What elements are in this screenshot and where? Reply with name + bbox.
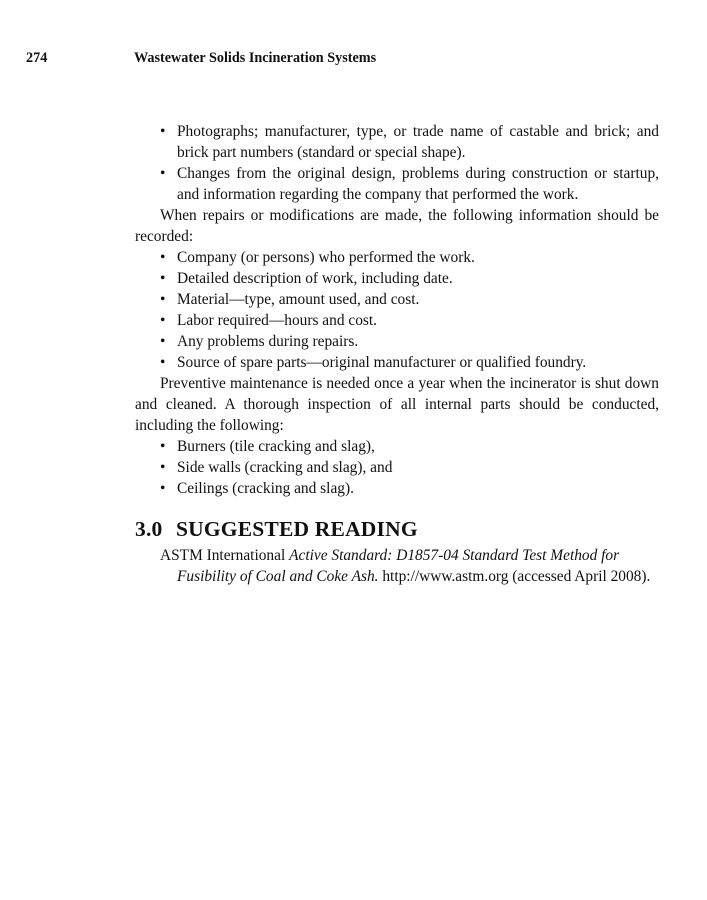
list-item: • Burners (tile cracking and slag), (135, 436, 659, 457)
list-item: • Any problems during repairs. (135, 331, 659, 352)
paragraph-maintenance: Preventive maintenance is needed once a year when the incinerator is shut down and cleaned. A thorough inspection of all internal parts should be conducted, including the following: (135, 375, 659, 434)
running-title: Wastewater Solids Incineration Systems (134, 50, 377, 66)
list-item: • Company (or persons) who performed the work. (135, 247, 659, 268)
page-number: 274 (26, 50, 48, 66)
list-item: • Material—type, amount used, and cost. (135, 289, 659, 310)
section-heading (135, 515, 659, 543)
list-item: • Ceilings (cracking and slag). (135, 478, 659, 499)
list-item: • Detailed description of work, including date. (135, 268, 659, 289)
bullet-list-inspection (135, 436, 659, 499)
reference-author: ASTM International (160, 547, 290, 564)
page-body (135, 121, 659, 587)
section-number: 3.0 (135, 517, 163, 541)
bullet-list-records (135, 121, 659, 205)
list-item: • Photographs; manufacturer, type, or trade name of castable and brick; and brick part numbers (standard or special shape). (135, 121, 659, 163)
reference-title: Active Standard: D1857-04 Standard Test Method for Fusibility of Coal and Coke Ash. (177, 547, 620, 585)
list-item: • Labor required—hours and cost. (135, 310, 659, 331)
bullet-list-repair-info (135, 247, 659, 373)
reference-url-note: http://www.astm.org (accessed April 2008). (378, 568, 651, 585)
section-title: SUGGESTED READING (176, 517, 418, 541)
reference-entry (135, 545, 659, 587)
paragraph-repairs: When repairs or modifications are made, the following information should be recorded: (135, 207, 659, 245)
list-item: • Side walls (cracking and slag), and (135, 457, 659, 478)
list-item: • Source of spare parts—original manufacturer or qualified foundry. (135, 352, 659, 373)
list-item: • Changes from the original design, problems during construction or startup, and information regarding the company that performed the work. (135, 163, 659, 205)
